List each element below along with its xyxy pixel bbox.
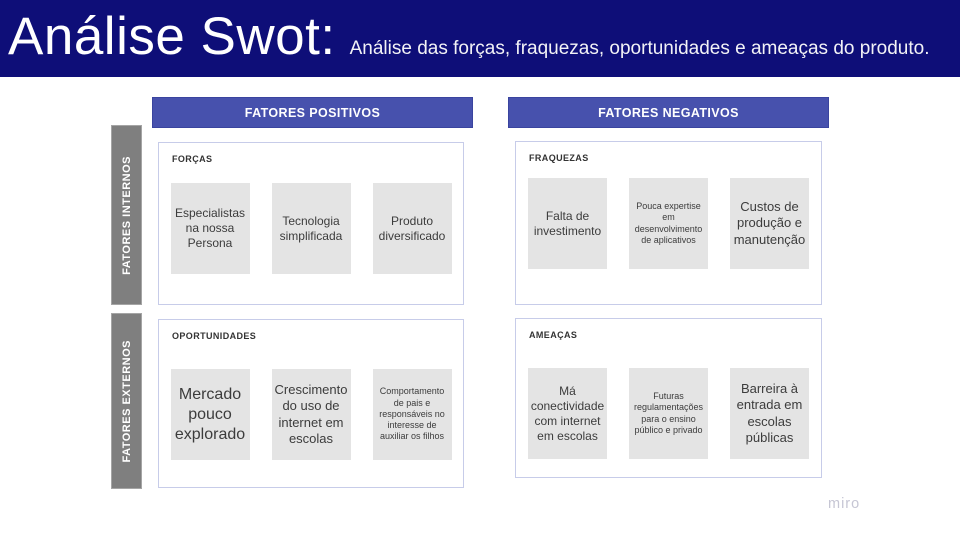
quadrant-fraquezas-cards	[516, 178, 821, 269]
swot-card[interactable]: Tecnologia simplificada	[272, 183, 351, 274]
column-header-positive-label: FATORES POSITIVOS	[244, 105, 381, 120]
quadrant-ameacas-cards	[516, 368, 821, 459]
column-header-positive[interactable]	[152, 97, 473, 128]
quadrant-forcas-label: FORÇAS	[172, 154, 213, 164]
quadrant-ameacas[interactable]	[515, 318, 822, 478]
page-subtitle: Análise das forças, fraquezas, oportunidades e ameaças do produto.	[349, 38, 930, 59]
swot-card[interactable]: Barreira à entrada em escolas públicas	[730, 368, 809, 459]
quadrant-oportunidades-label: OPORTUNIDADES	[172, 331, 257, 341]
quadrant-ameacas-label: AMEAÇAS	[529, 330, 578, 340]
quadrant-forcas[interactable]	[158, 142, 464, 305]
row-header-external[interactable]	[111, 313, 142, 489]
swot-card[interactable]: Pouca expertise em desenvolvimento de aplicativos	[629, 178, 708, 269]
quadrant-fraquezas[interactable]	[515, 141, 822, 305]
swot-card[interactable]: Produto diversificado	[373, 183, 452, 274]
swot-card[interactable]: Comportamento de pais e responsáveis no interesse de auxiliar os filhos	[373, 369, 452, 460]
row-header-internal[interactable]	[111, 125, 142, 305]
slide-header	[0, 0, 960, 77]
swot-card[interactable]: Má conectividade com internet em escolas	[528, 368, 607, 459]
column-header-negative-label: FATORES NEGATIVOS	[598, 105, 739, 120]
miro-watermark: miro	[828, 496, 861, 512]
quadrant-oportunidades-cards	[159, 369, 463, 460]
page-title: Análise Swot:	[8, 7, 336, 66]
quadrant-oportunidades[interactable]	[158, 319, 464, 488]
column-header-negative[interactable]	[508, 97, 829, 128]
swot-card[interactable]: Falta de investimento	[528, 178, 607, 269]
row-header-external-label: FATORES EXTERNOS	[120, 339, 133, 463]
quadrant-forcas-cards	[159, 183, 463, 274]
row-header-internal-label: FATORES INTERNOS	[120, 155, 133, 275]
swot-card[interactable]: Futuras regulamentações para o ensino público e privado	[629, 368, 708, 459]
swot-card[interactable]: Crescimento do uso de internet em escolas	[272, 369, 351, 460]
swot-card[interactable]: Especialistas na nossa Persona	[171, 183, 250, 274]
swot-card[interactable]: Custos de produção e manutenção	[730, 178, 809, 269]
quadrant-fraquezas-label: FRAQUEZAS	[529, 153, 589, 163]
swot-card[interactable]: Mercado pouco explorado	[171, 369, 250, 460]
